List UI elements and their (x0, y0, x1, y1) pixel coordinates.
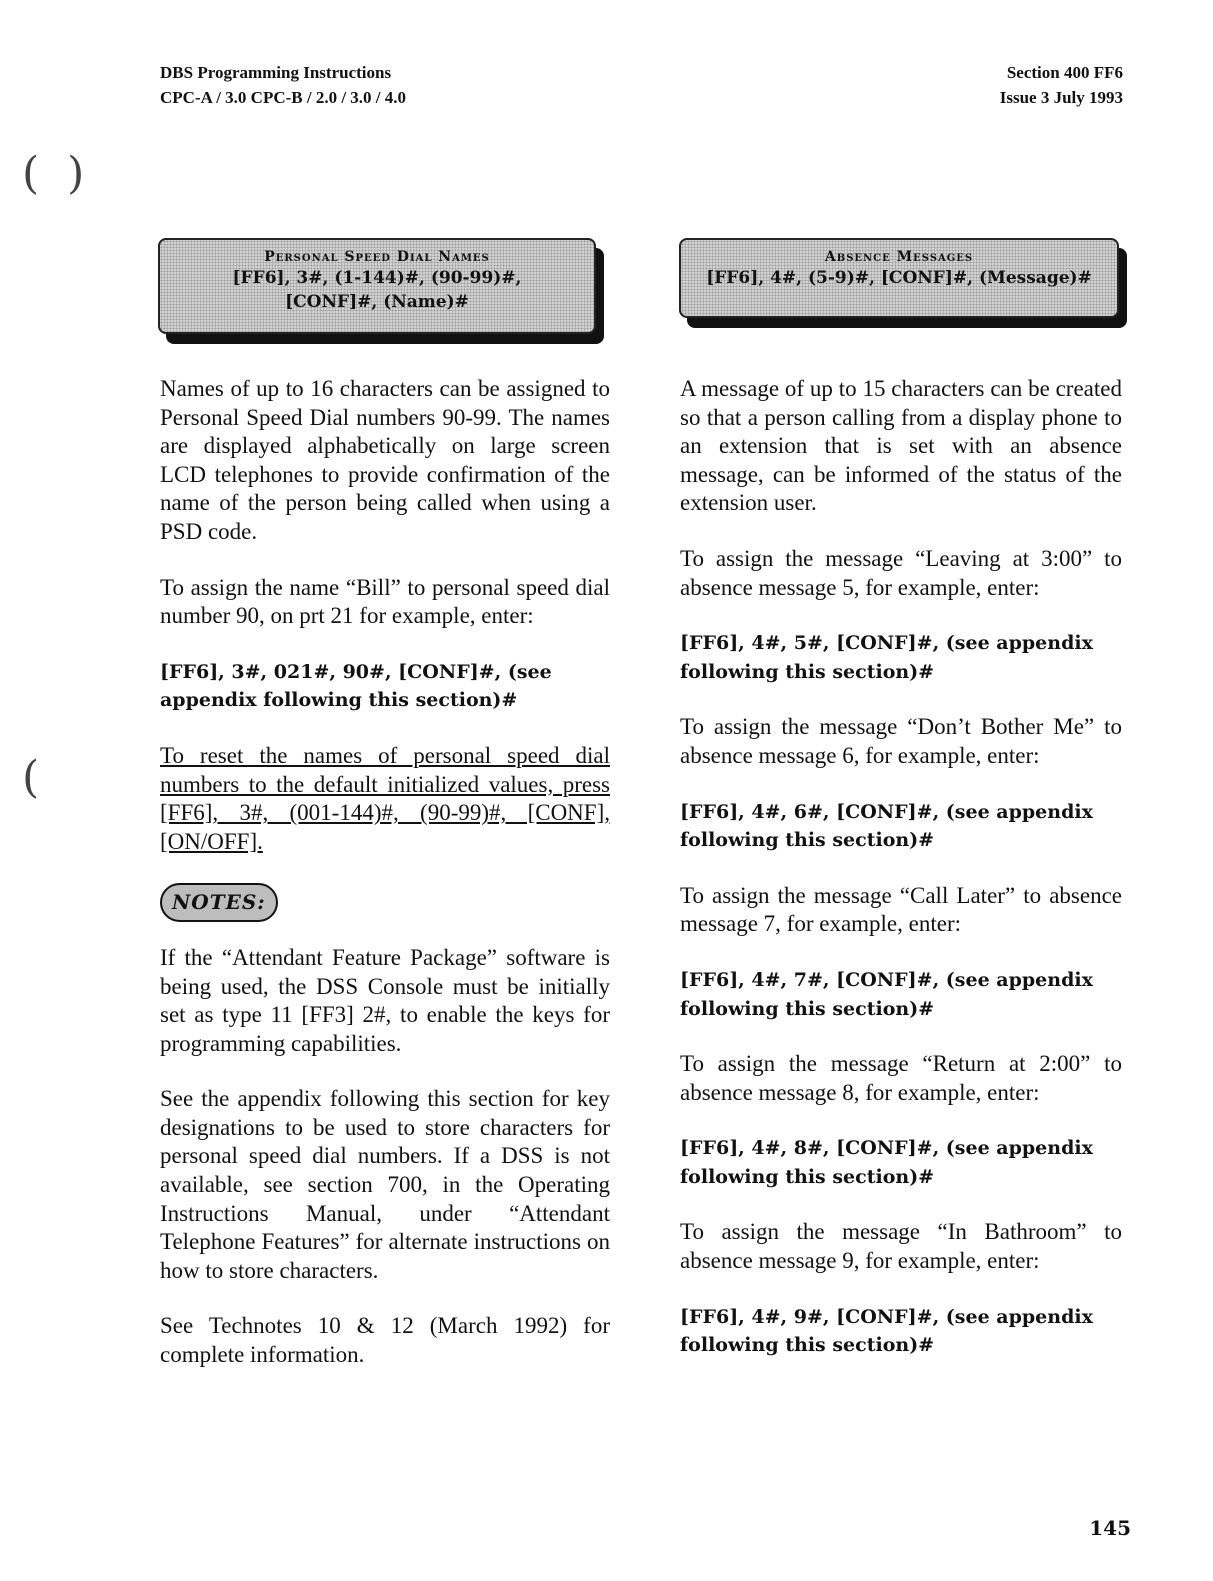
personal-speed-dial-names-box (158, 238, 596, 334)
right-column (680, 375, 1122, 1387)
paragraph: To assign the message “In Bathroom” to absence message 9, for example, enter: (680, 1219, 1122, 1274)
binder-hole-mark-2: ( (22, 752, 40, 803)
command-line: [FF6], 4#, 5#, [CONF]#, (see appendix following this section)# (680, 632, 1093, 683)
binder-hole-mark: ( ) (22, 148, 85, 199)
box-title: Personal Speed Dial Names (264, 249, 490, 265)
paragraph: See the appendix following this section for key designations to be used to store characters for personal speed dial numbers. If a DSS is not available, see section 700, in the Operating Instructions Manual, under “Attendant Telephone Features” for alternate instructions on how to store characters. (160, 1086, 610, 1283)
header-title: DBS Programming Instructions (160, 63, 392, 82)
page-number: 145 (1089, 1516, 1131, 1540)
header-left (160, 60, 406, 110)
reset-instruction: To reset the names of personal speed dial numbers to the default initialized values, press [FF6], 3#, (001-144)#, (90-99)#, [CONF], [ON/OFF]. (160, 742, 610, 854)
box-title: Absence Messages (824, 249, 974, 265)
command-line: [FF6], 4#, 8#, [CONF]#, (see appendix following this section)# (680, 1137, 1093, 1188)
section-label: Section 400 FF6 (1006, 63, 1123, 82)
paragraph: To assign the message “Don’t Bother Me” to absence message 6, for example, enter: (680, 714, 1122, 768)
command-line: [FF6], 4#, 7#, [CONF]#, (see appendix following this section)# (680, 968, 1093, 1020)
paragraph: To assign the message “Call Later” to absence message 7, for example, enter: (680, 882, 1122, 937)
left-column (160, 375, 610, 1397)
command-line: [FF6], 4#, 9#, [CONF]#, (see appendix following this section)# (680, 1305, 1093, 1357)
paragraph: If the “Attendant Feature Package” software is being used, the DSS Console must be initially set as type 11 [FF3] 2#, to enable the keys for programming capabilities. (160, 944, 610, 1056)
paragraph: Names of up to 16 characters can be assigned to Personal Speed Dial numbers 90-99. The names are displayed alphabetically on large screen LCD telephones to provide confirmation of the name of the person being called when using a PSD code. (160, 376, 610, 544)
command-line: [FF6], 3#, 021#, 90#, [CONF]#, (see appendix following this section)# (160, 660, 552, 712)
issue-label: Issue 3 July 1993 (999, 88, 1123, 107)
header-subtitle: CPC-A / 3.0 CPC-B / 2.0 / 3.0 / 4.0 (160, 88, 407, 107)
box-code-line1: [FF6], 4#, (5-9)#, [CONF]#, (Message)# (706, 268, 1092, 288)
paragraph: A message of up to 15 characters can be created so that a person calling from a display phone to an extension that is set with an absence message, can be informed of the status of the extension user. (680, 376, 1122, 516)
box-code-line1: [FF6], 3#, (1-144)#, (90-99)#, (232, 268, 522, 288)
paragraph: To assign the name “Bill” to personal speed dial number 90, on prt 21 for example, enter: (160, 574, 610, 629)
absence-messages-box (679, 238, 1119, 318)
paragraph: See Technotes 10 & 12 (March 1992) for complete information. (160, 1313, 610, 1368)
paragraph: To assign the message “Leaving at 3:00” to absence message 5, for example, enter: (680, 545, 1122, 600)
notes-badge: NOTES: (160, 883, 278, 922)
paragraph: To assign the message “Return at 2:00” to absence message 8, for example, enter: (680, 1051, 1122, 1105)
command-line: [FF6], 4#, 6#, [CONF]#, (see appendix following this section)# (680, 800, 1093, 852)
box-code-line2: [CONF]#, (Name)# (285, 292, 469, 312)
header-right (1000, 60, 1123, 110)
